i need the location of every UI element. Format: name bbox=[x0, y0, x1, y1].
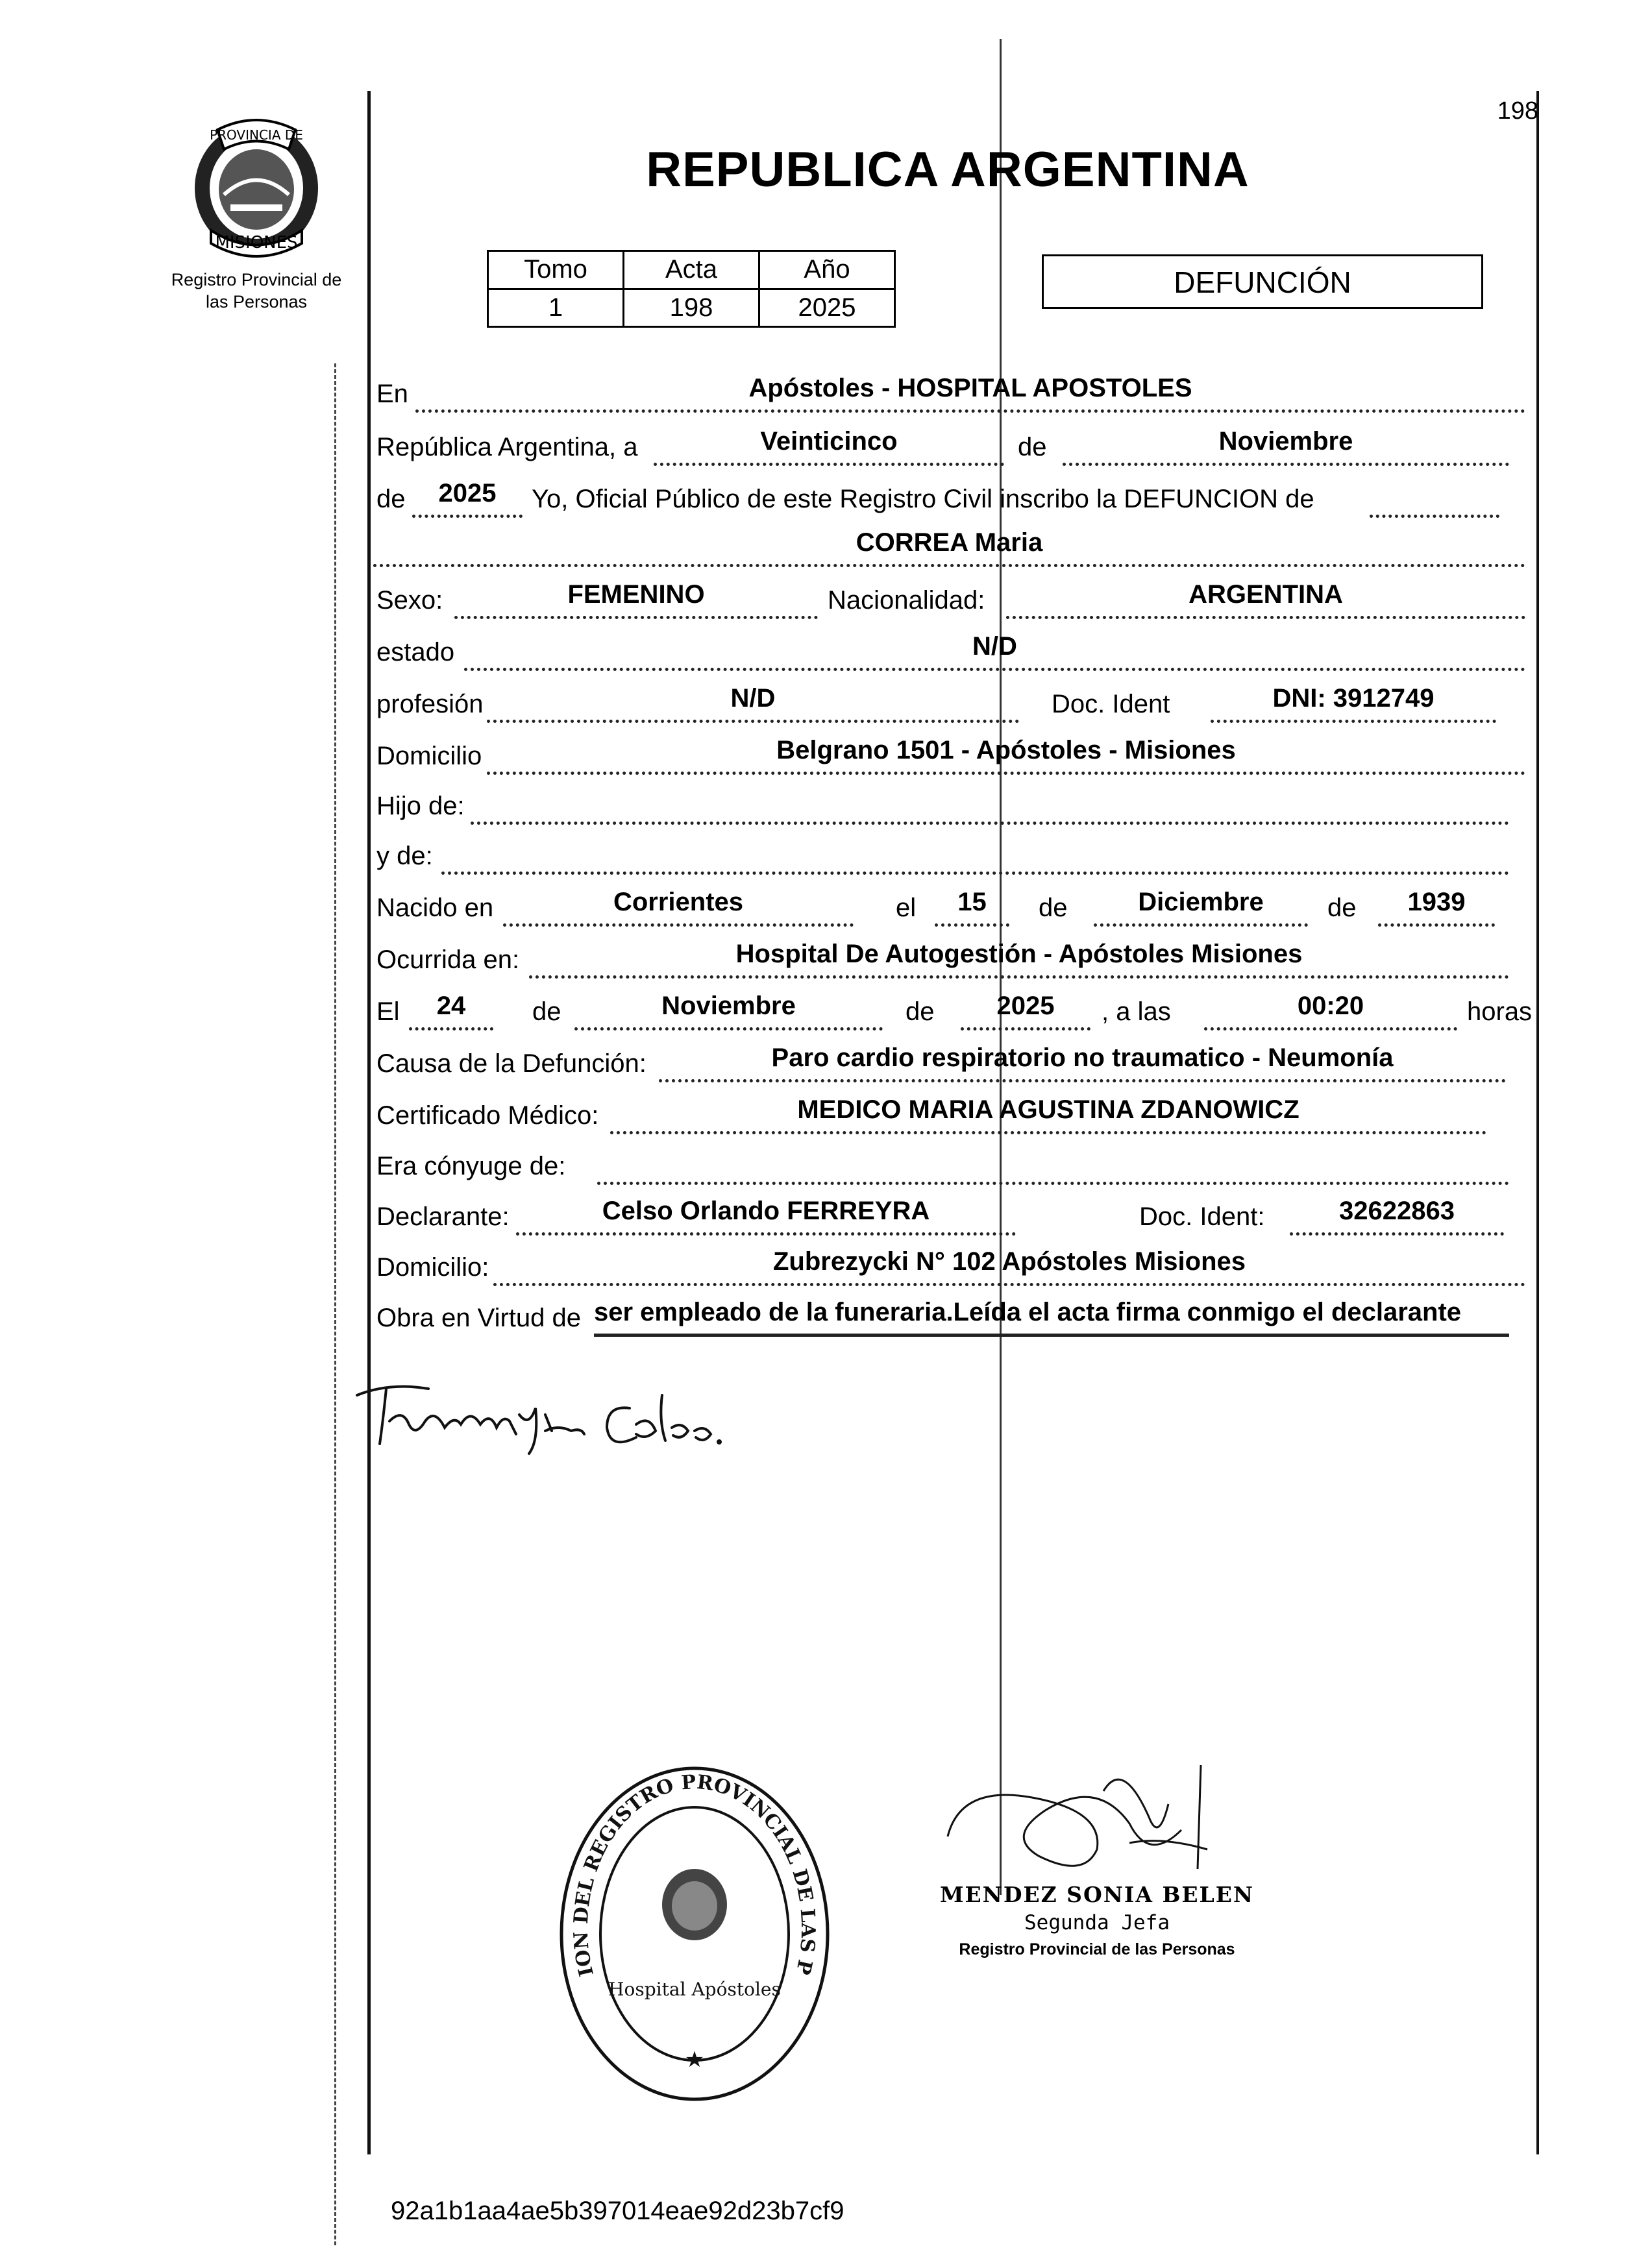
row-causa bbox=[373, 1040, 1525, 1086]
row-estado bbox=[373, 628, 1525, 675]
label-hijo-de: Hijo de: bbox=[376, 792, 465, 820]
label-de: de bbox=[1327, 894, 1357, 922]
label-de: de bbox=[905, 997, 935, 1026]
field-doc-ident: DNI: 3912749 bbox=[1211, 681, 1496, 723]
label-conyuge: Era cónyuge de: bbox=[376, 1152, 566, 1180]
label-estado: estado bbox=[376, 638, 455, 666]
declarante-signature bbox=[351, 1369, 753, 1460]
label-y-de: y de: bbox=[376, 842, 433, 870]
official-organization: Registro Provincial de las Personas bbox=[959, 1940, 1235, 1958]
label-certificado: Certificado Médico: bbox=[376, 1101, 599, 1130]
label-obra: Obra en Virtud de bbox=[376, 1304, 582, 1332]
official-role: Segunda Jefa bbox=[1024, 1911, 1170, 1934]
row-lugar bbox=[373, 370, 1525, 417]
row-hijo-de bbox=[373, 782, 1525, 829]
row-fecha-defuncion bbox=[373, 988, 1533, 1034]
label-republica: República Argentina, a bbox=[376, 433, 638, 461]
row-obra bbox=[373, 1294, 1525, 1341]
svg-text:MISIONES: MISIONES bbox=[215, 233, 298, 252]
label-causa: Causa de la Defunción: bbox=[376, 1049, 647, 1078]
table-cell: 198 bbox=[624, 289, 759, 327]
field-certificado: MEDICO MARIA AGUSTINA ZDANOWICZ bbox=[610, 1092, 1486, 1134]
table-cell: 2025 bbox=[759, 289, 895, 327]
record-type-box: DEFUNCIÓN bbox=[1042, 254, 1483, 309]
row-certificado bbox=[373, 1091, 1525, 1138]
row-y-de bbox=[373, 832, 1525, 879]
label-horas: horas bbox=[1467, 997, 1533, 1026]
field-obra-en-virtud: ser empleado de la funeraria.Leída el acta firma conmigo el declarante bbox=[594, 1295, 1509, 1337]
page-number: 198 bbox=[1497, 97, 1538, 125]
field-conyuge bbox=[597, 1143, 1509, 1185]
label-en: En bbox=[376, 380, 408, 408]
label-inscribo: Yo, Oficial Público de este Registro Civil inscribo la DEFUNCION de bbox=[532, 485, 1314, 513]
document-hash: 92a1b1aa4ae5b397014eae92d23b7cf9 bbox=[391, 2197, 844, 2225]
table-header: Tomo bbox=[488, 251, 624, 289]
field-mes-inscripcion: Noviembre bbox=[1063, 424, 1509, 466]
registry-name: Registro Provincial de las Personas bbox=[171, 270, 342, 311]
field-def-dia: 24 bbox=[409, 988, 493, 1030]
row-profesion bbox=[373, 680, 1525, 727]
field-domicilio: Belgrano 1501 - Apóstoles - Misiones bbox=[487, 733, 1525, 775]
row-declarante-domicilio bbox=[373, 1243, 1525, 1290]
field-sexo: FEMENINO bbox=[454, 577, 818, 619]
field-dia-inscripcion: Veinticinco bbox=[654, 424, 1004, 466]
field-causa: Paro cardio respiratorio no traumatico - Neumonía bbox=[659, 1040, 1506, 1082]
label-el: el bbox=[896, 894, 917, 922]
label-sexo: Sexo: bbox=[376, 586, 443, 615]
field-y-de bbox=[441, 833, 1509, 875]
label-de: de bbox=[1018, 433, 1047, 461]
field-declarante-domicilio: Zubrezycki N° 102 Apóstoles Misiones bbox=[493, 1244, 1525, 1286]
field-profesion: N/D bbox=[487, 681, 1019, 723]
official-name: MENDEZ SONIA BELEN bbox=[939, 1882, 1255, 1907]
field-nacido-en: Corrientes bbox=[503, 884, 854, 927]
field-nacionalidad: ARGENTINA bbox=[1006, 577, 1525, 619]
row-nombre bbox=[373, 524, 1525, 571]
field-hijo-de bbox=[471, 783, 1509, 825]
field-ocurrida-en: Hospital De Autogestión - Apóstoles Misiones bbox=[529, 936, 1509, 979]
label-de: de bbox=[376, 485, 406, 513]
table-cell: 1 bbox=[488, 289, 624, 327]
row-fecha-inscripcion bbox=[373, 423, 1525, 470]
label-nacido-en: Nacido en bbox=[376, 894, 494, 922]
field-nombre-fallecido: CORREA Maria bbox=[373, 525, 1525, 567]
label-de: de bbox=[532, 997, 561, 1026]
tomo-acta-anio-table bbox=[487, 250, 896, 328]
row-conyuge bbox=[373, 1142, 1525, 1189]
document-title: REPUBLICA ARGENTINA bbox=[646, 142, 1250, 197]
field-declarante-doc: 32622863 bbox=[1290, 1193, 1504, 1236]
field-def-mes: Noviembre bbox=[574, 988, 883, 1030]
field-nac-dia: 15 bbox=[935, 884, 1009, 927]
field-lugar: Apóstoles - HOSPITAL APOSTOLES bbox=[415, 371, 1525, 413]
row-declarante bbox=[373, 1193, 1525, 1239]
official-signature bbox=[935, 1739, 1259, 1895]
label-domicilio: Domicilio bbox=[376, 742, 482, 770]
field-nac-mes: Diciembre bbox=[1094, 884, 1308, 927]
field-estado: N/D bbox=[464, 629, 1525, 671]
label-ocurrida-en: Ocurrida en: bbox=[376, 945, 520, 974]
field-def-hora: 00:20 bbox=[1204, 988, 1457, 1030]
svg-text:DELEGACION DEL REGISTRO PROVIN: ION DEL REGISTRO PROVINCIAL DE LAS P bbox=[569, 1770, 820, 1979]
row-ocurrida bbox=[373, 936, 1525, 982]
left-margin-line bbox=[367, 91, 371, 2154]
svg-text:PROVINCIA DE: PROVINCIA DE bbox=[210, 127, 303, 143]
label-a-las: , a las bbox=[1102, 997, 1171, 1026]
row-inscripcion bbox=[373, 475, 1525, 522]
label-profesion: profesión bbox=[376, 690, 484, 718]
perforation-marks bbox=[334, 363, 336, 2245]
label-declarante: Declarante: bbox=[376, 1202, 510, 1231]
svg-text:Hospital Apóstoles: Hospital Apóstoles bbox=[608, 1979, 781, 2000]
field-declarante: Celso Orlando FERREYRA bbox=[516, 1193, 1016, 1236]
label-doc-ident: Doc. Ident bbox=[1052, 690, 1170, 718]
official-seal bbox=[555, 1762, 834, 2106]
label-nacionalidad: Nacionalidad: bbox=[828, 586, 985, 615]
label-de: de bbox=[1039, 894, 1068, 922]
field-anio-inscripcion: 2025 bbox=[412, 476, 523, 518]
label-doc-ident: Doc. Ident: bbox=[1139, 1202, 1265, 1231]
field-def-anio: 2025 bbox=[961, 988, 1090, 1030]
svg-text:★: ★ bbox=[684, 2047, 705, 2072]
field-inscripcion-blank bbox=[1370, 476, 1499, 518]
row-nacimiento bbox=[373, 884, 1525, 931]
table-header: Año bbox=[759, 251, 895, 289]
province-coat-of-arms bbox=[179, 104, 334, 260]
table-header: Acta bbox=[624, 251, 759, 289]
label-el: El bbox=[376, 997, 400, 1026]
right-margin-line bbox=[1536, 91, 1539, 2154]
row-domicilio bbox=[373, 732, 1525, 779]
field-nac-anio: 1939 bbox=[1378, 884, 1495, 927]
row-sexo bbox=[373, 576, 1525, 623]
label-domicilio: Domicilio: bbox=[376, 1253, 489, 1282]
